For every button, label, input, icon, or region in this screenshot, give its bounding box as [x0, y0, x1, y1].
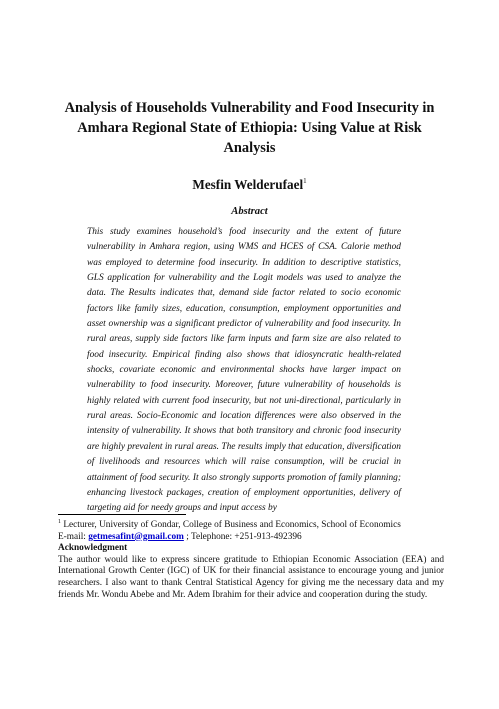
- author-name: Mesfin Welderufael: [192, 177, 304, 192]
- affiliation-text: Lecturer, University of Gondar, College of Business and Economics, School of Economics: [63, 520, 401, 530]
- footnote-separator: [58, 514, 186, 515]
- acknowledgment-text: The author would like to express sincere gratitude to Ethiopian Economic Association (EEA) and International Growth Center (IGC) of UK for their financial assistance to encourage young and junior researchers. I also want to thank Central Statistical Agency for giving me the necessary data and my friends Mr. Wondu Abebe and Mr. Adem Ibrahim for their advice and cooperation during the study.: [58, 554, 444, 600]
- footnote-contact: [58, 532, 444, 544]
- author-footnote-mark: 1: [303, 177, 307, 185]
- footnote-affiliation: [58, 517, 444, 532]
- footnote-mark: 1: [58, 519, 61, 525]
- abstract-heading: Abstract: [231, 206, 268, 217]
- email-link[interactable]: getmesafint@gmail.com: [88, 531, 184, 542]
- paper-title: Analysis of Households Vulnerability and Food Insecurity in Amhara Regional State of Ethiopia: Using Value at Risk Analysis: [64, 100, 435, 156]
- footnote: [58, 517, 444, 601]
- abstract-body: This study examines household’s food insecurity and the extent of future vulnerability in Amhara region, using WMS and HCES of CSA. Calorie method was employed to determine food insecurity. In addition to descriptive statistics, GLS application for vulnerability and the Logit models was used to analyze the data. The Results indicates that, demand side factor related to socio economic factors like family sizes, education, consumption, employment opportunities and asset ownership was a significant predictor of vulnerability and food insecurity. In rural areas, supply side factors like farm inputs and farm size are also related to food insecurity. Empirical finding also shows that idiosyncratic health-related shocks, covariate economic and environmental shocks have larger impact on vulnerability to food insecurity. Moreover, future vulnerability of households is highly related with current food insecurity, but not uni-directional, particularly in rural areas. Socio-Economic and location differences were also observed in the intensity of vulnerability. It shows that both transitory and chronic food insecurity are highly prevalent in rural areas. The results imply that education, diversification of livelihoods and resources which will raise consumption, will be crucial in attainment of food security. It also strongly supports promotion of family planning; enhancing livestock packages, creation of employment opportunities, delivery of targeting aid for needy groups and input access by: [87, 227, 401, 514]
- author-line: [0, 172, 499, 194]
- email-label: E-mail:: [58, 531, 86, 542]
- telephone-text: ; Telephone: +251-913-492396: [186, 531, 302, 542]
- acknowledgment-heading: Acknowledgment: [58, 543, 128, 554]
